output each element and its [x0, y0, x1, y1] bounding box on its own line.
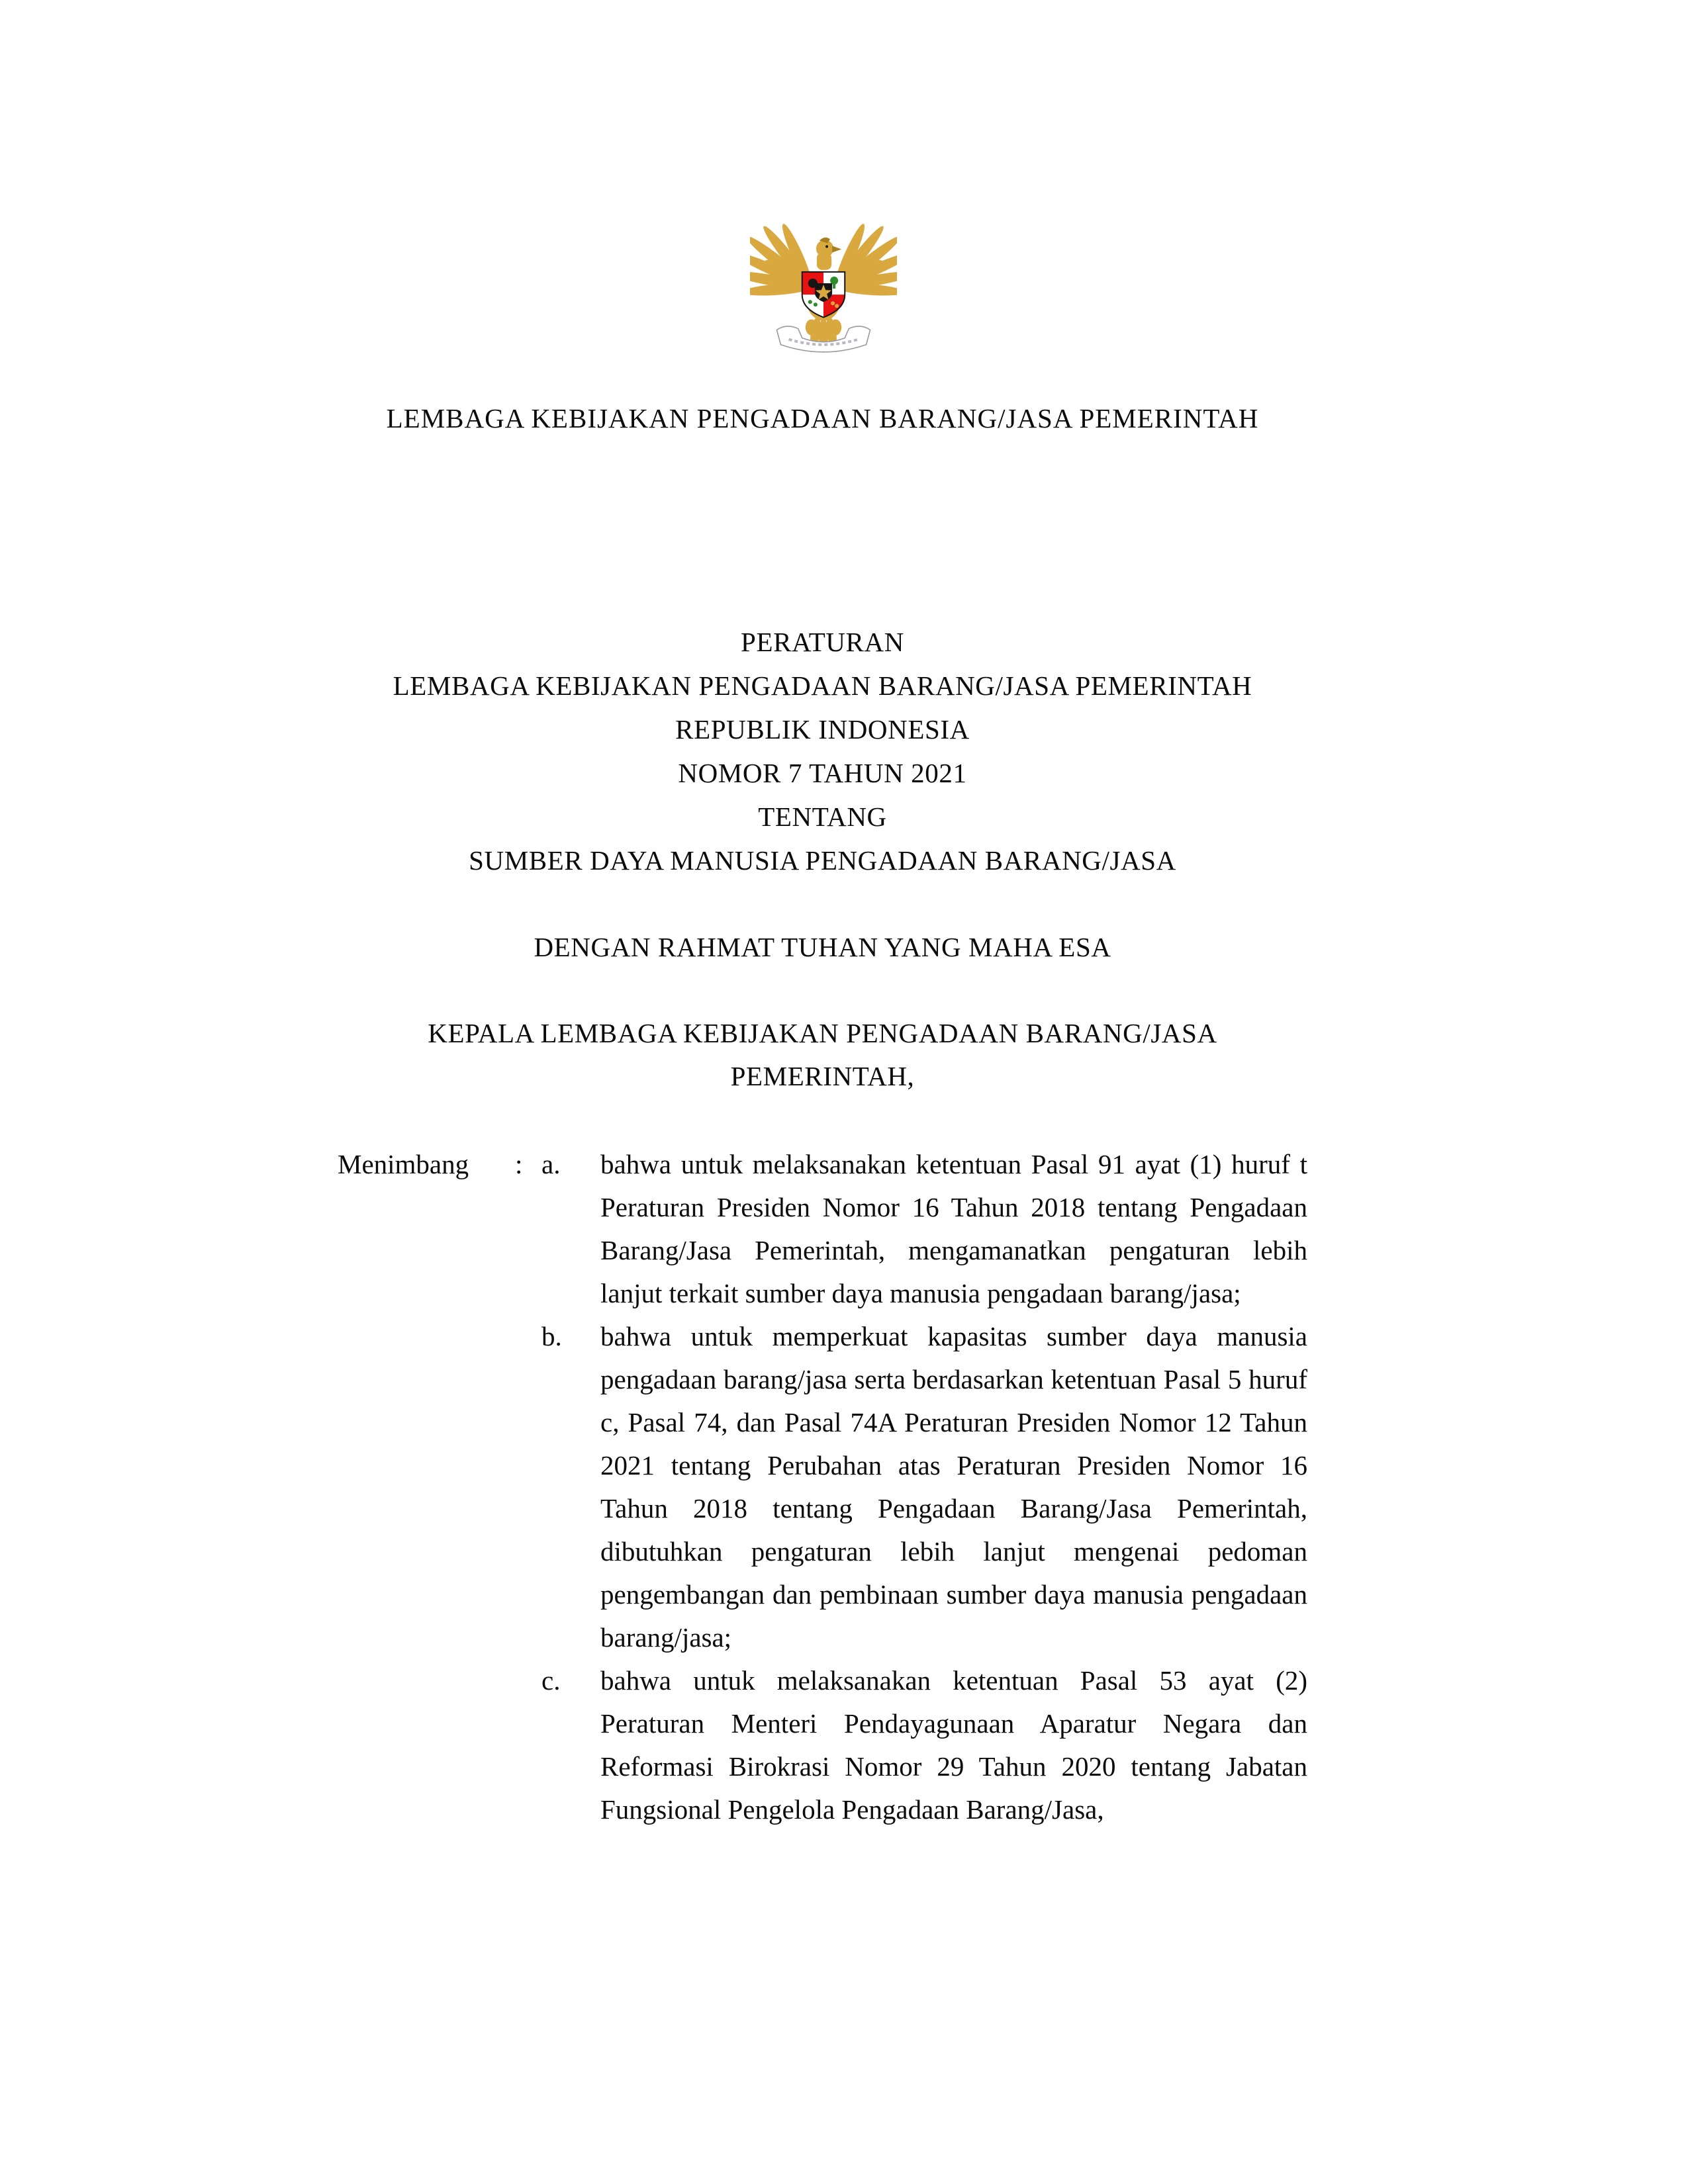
item-letter: c.: [541, 1665, 561, 1696]
item-text: bahwa untuk memperkuat kapasitas sumber daya manusia pengadaan barang/jasa serta berdasarkan ketentuan Pasal 5 huruf c, Pasal 74, dan Pasal 74A Peraturan Presiden Nomor 12 Tahun 2021 tentang Perubahan atas Peraturan Presiden Nomor 16 Tahun 2018 tentang Pengadaan Barang/Jasa Pemerintah, dibutuhkan pengaturan lebih lanjut mengenai pedoman pengembangan dan pembinaan sumber daya manusia pengadaan barang/jasa;: [600, 1321, 1307, 1653]
item-letter: b.: [541, 1321, 562, 1351]
garuda-head: [816, 238, 841, 270]
considering-section: [338, 1143, 1307, 1831]
title-peraturan: PERATURAN: [741, 627, 904, 657]
item-text: bahwa untuk melaksanakan ketentuan Pasal 91 ayat (1) huruf t Peraturan Presiden Nomor 16 Tahun 2018 tentang Pengadaan Barang/Jasa Pemerintah, mengamanatkan pengaturan lebih lanjut terkait sumber daya manusia pengadaan barang/jasa;: [600, 1149, 1307, 1308]
title-tentang: TENTANG: [758, 801, 887, 832]
garuda-icon: [750, 202, 897, 364]
item-letter: a.: [541, 1149, 561, 1179]
regulation-title-block: [338, 620, 1307, 882]
title-number-year: NOMOR 7 TAHUN 2021: [678, 758, 967, 788]
title-institution: LEMBAGA KEBIJAKAN PENGADAAN BARANG/JASA PEMERINTAH: [393, 670, 1252, 701]
item-text: bahwa untuk melaksanakan ketentuan Pasal 53 ayat (2) Peraturan Menteri Pendayagunaan Aparatur Negara dan Reformasi Birokrasi Nomor 29 Tahun 2020 tentang Jabatan Fungsional Pengelola Pengadaan Barang/Jasa,: [600, 1665, 1307, 1825]
invocation-line: DENGAN RAHMAT TUHAN YANG MAHA ESA: [534, 932, 1111, 962]
letterhead-title: LEMBAGA KEBIJAKAN PENGADAAN BARANG/JASA PEMERINTAH: [386, 403, 1259, 433]
considering-item-b: [541, 1315, 1307, 1659]
considering-colon: :: [515, 1149, 523, 1179]
considering-items: [541, 1143, 1307, 1831]
pancasila-shield: [802, 272, 845, 322]
considering-label: Menimbang: [338, 1149, 469, 1179]
considering-item-a: [541, 1143, 1307, 1315]
title-republic: REPUBLIK INDONESIA: [675, 714, 970, 745]
title-subject: SUMBER DAYA MANUSIA PENGADAAN BARANG/JASA: [469, 845, 1176, 876]
considering-item-c: [541, 1659, 1307, 1831]
garuda-pancasila-emblem: [750, 202, 897, 364]
issuing-official-line: KEPALA LEMBAGA KEBIJAKAN PENGADAAN BARANG/JASA PEMERINTAH,: [428, 1018, 1217, 1091]
